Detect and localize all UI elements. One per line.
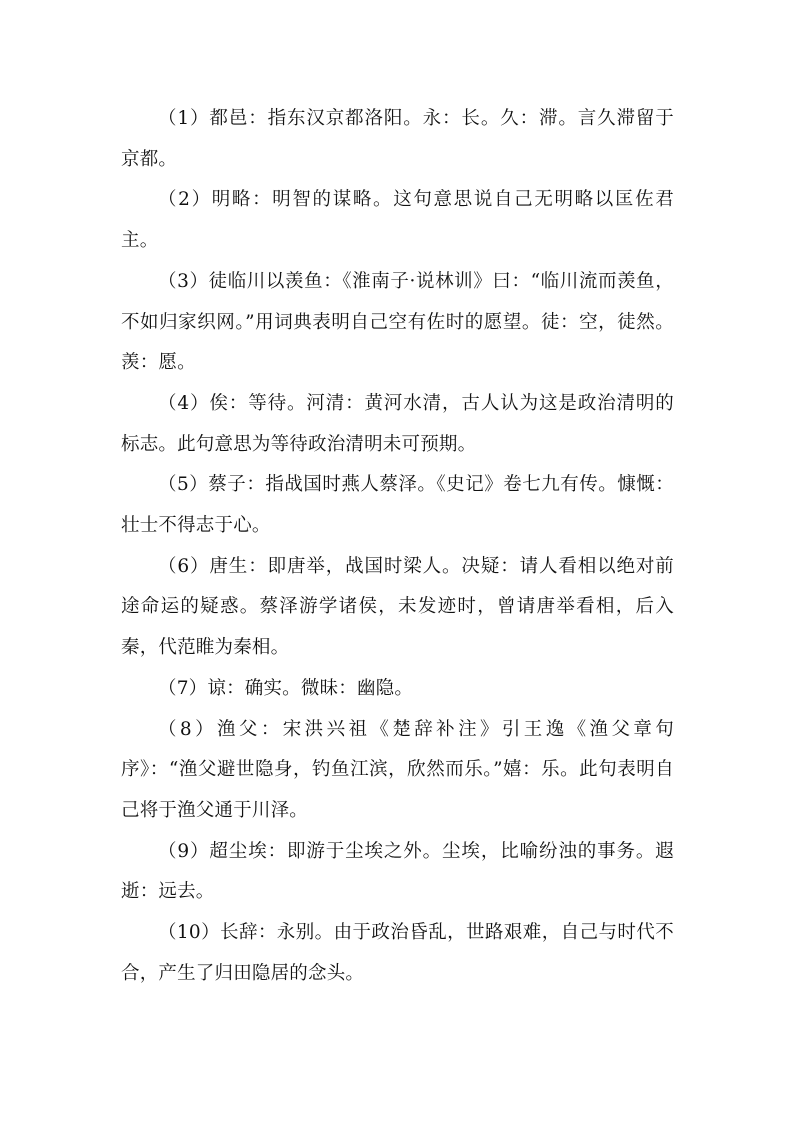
annotation-7: （7）谅：确实。微昧：幽隐。 <box>158 677 414 699</box>
annotation-4: （4）俟：等待。河清：黄河水清，古人认为这是政治清明的标志。此句意思为等待政治清明未可预期。 <box>121 392 674 455</box>
annotation-8: （8）渔父：宋洪兴祖《楚辞补注》引王逸《渔父章句序》：“渔父避世隐身，钓鱼江滨，欣然而乐。”嬉：乐。此句表明自己将于渔父通于川泽。 <box>121 718 674 821</box>
annotation-list <box>121 99 674 994</box>
annotation-2: （2）明略：明智的谋略。这句意思说自己无明略以匡佐君主。 <box>121 189 674 252</box>
annotation-10: （10）长辞：永别。由于政治昏乱，世路艰难，自己与时代不合，产生了归田隐居的念头。 <box>121 922 674 984</box>
annotation-6: （6）唐生：即唐举，战国时梁人。决疑：请人看相以绝对前途命运的疑惑。蔡泽游学诸侯，未发迹时，曾请唐举看相，后入秦，代范睢为秦相。 <box>121 555 674 659</box>
annotation-5: （5）蔡子：指战国时燕人蔡泽。《史记》卷七九有传。慷慨：壮士不得志于心。 <box>121 474 674 537</box>
annotation-1: （1）都邑：指东汉京都洛阳。永：长。久：滞。言久滞留于京都。 <box>121 108 674 170</box>
annotation-9: （9）超尘埃：即游于尘埃之外。尘埃，比喻纷浊的事务。遐逝：远去。 <box>121 840 674 903</box>
annotation-3: （3）徒临川以羡鱼：《淮南子·说林训》曰：“临川流而羡鱼，不如归家织网。”用词典表明自己空有佐时的愿望。徒：空，徒然。羡：愿。 <box>121 270 674 374</box>
